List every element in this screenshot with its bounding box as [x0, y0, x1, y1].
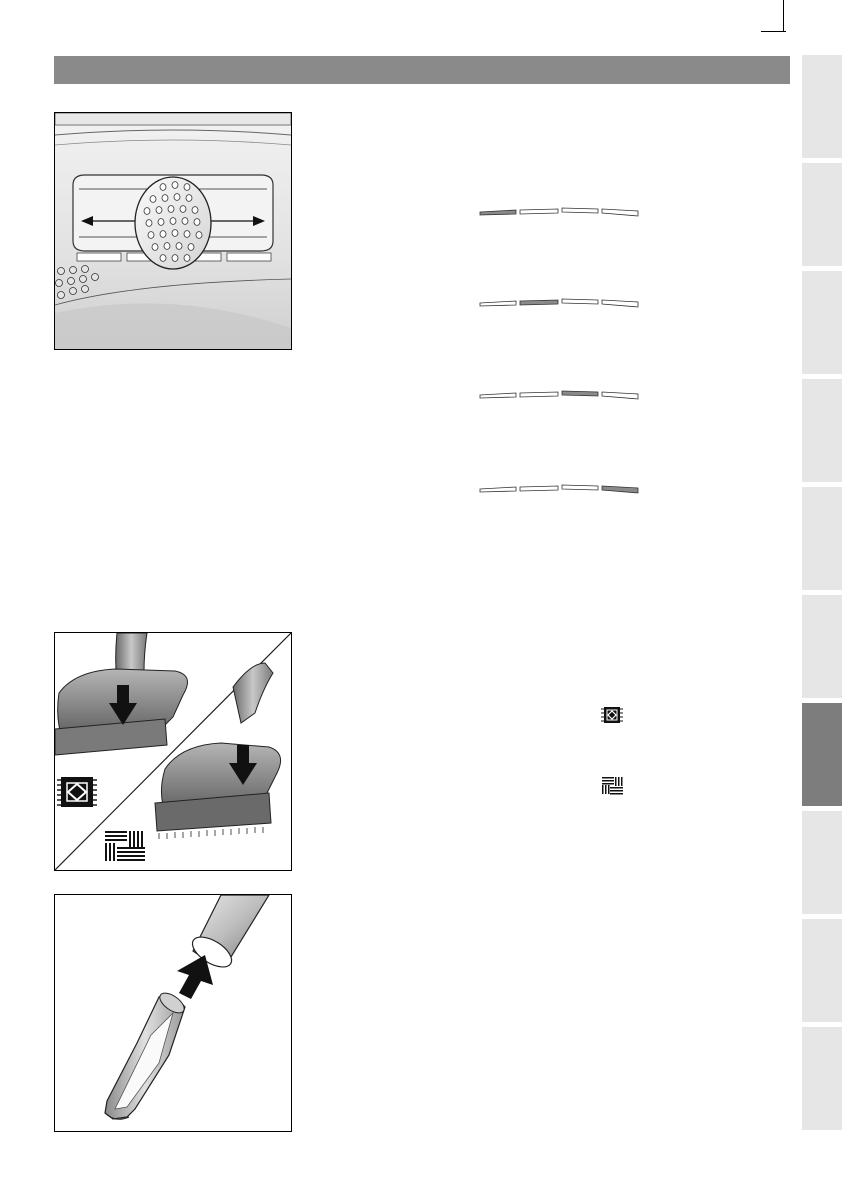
power-indicator-level-1: [478, 204, 640, 216]
section-tab-9[interactable]: [802, 919, 842, 1022]
section-tab-6[interactable]: [802, 595, 842, 698]
section-tab-10[interactable]: [802, 1027, 842, 1130]
figure-suction-slider: [54, 112, 292, 350]
section-tab-3[interactable]: [802, 271, 842, 374]
section-tab-2[interactable]: [802, 163, 842, 266]
power-indicator-level-2: [478, 295, 640, 307]
crop-mark-horizontal: [761, 31, 786, 32]
power-indicator-level-4: [478, 481, 640, 493]
figure-crevice-nozzle: [54, 894, 292, 1132]
suction-slider-illustration: [55, 113, 291, 349]
section-tab-7-active[interactable]: [802, 703, 842, 806]
floor-nozzle-illustration: [55, 633, 291, 870]
power-indicator-level-3: [478, 387, 640, 399]
section-tab-4[interactable]: [802, 379, 842, 482]
hard-floor-icon: [600, 775, 624, 795]
section-header-bar: [54, 56, 790, 84]
carpet-icon: [600, 705, 624, 725]
carpet-icon: [57, 777, 97, 807]
crevice-nozzle-illustration: [55, 895, 291, 1131]
section-tab-8[interactable]: [802, 811, 842, 914]
figure-floor-nozzle: [54, 632, 292, 871]
section-tab-5[interactable]: [802, 487, 842, 590]
crop-mark-vertical: [783, 0, 784, 31]
section-tab-1[interactable]: [802, 55, 842, 158]
